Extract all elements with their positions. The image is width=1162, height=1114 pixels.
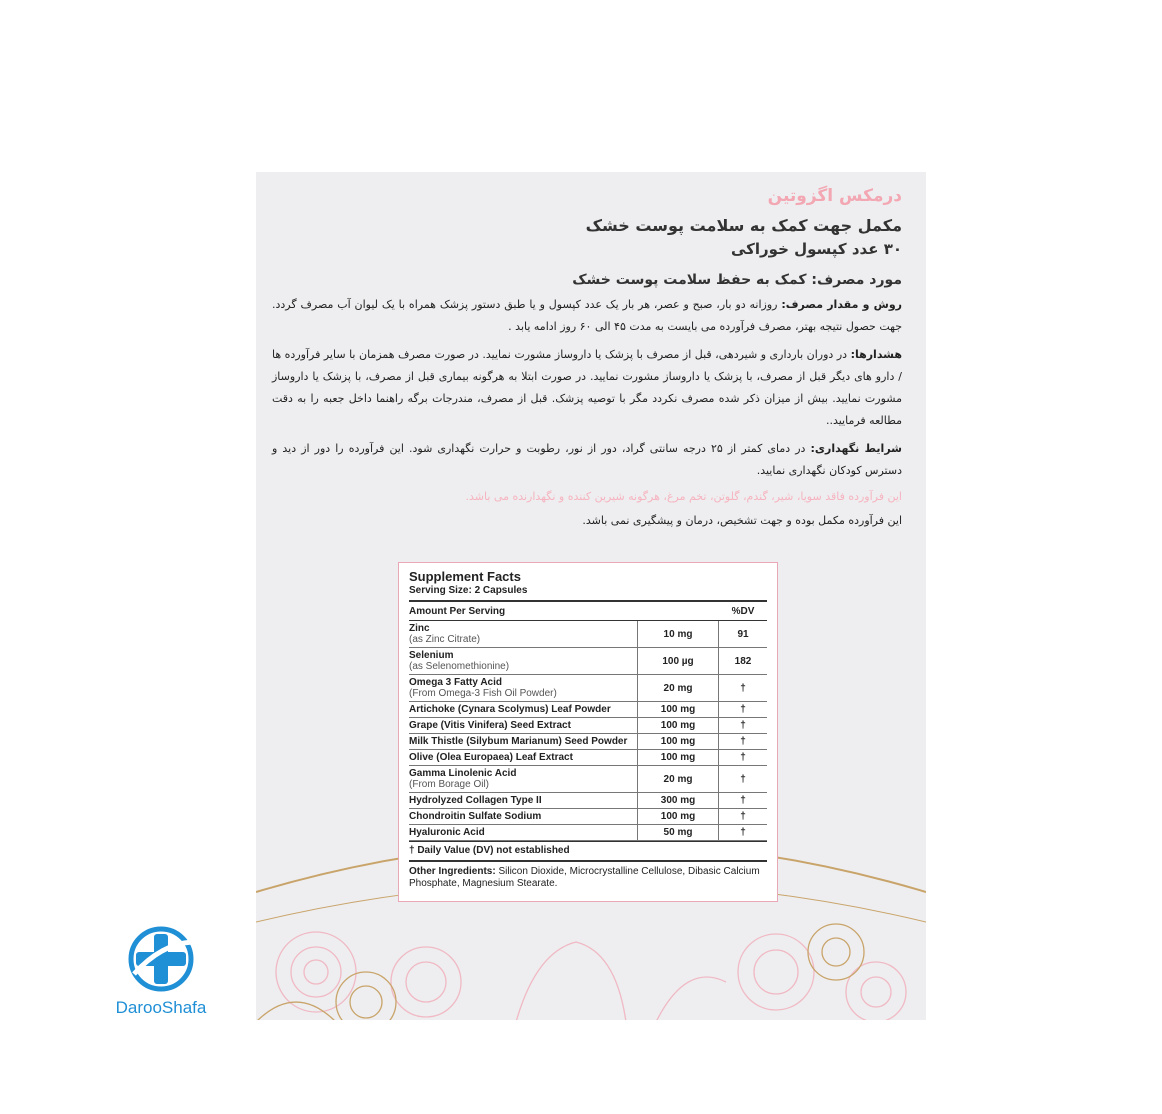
dosage-text: روزانه دو بار، صبح و عصر، هر بار یک عدد کپسول و یا طبق دستور پزشک همراه با یک لیوان آب مصرف گردد. جهت حصول نتیجه بهتر، مصرف فرآورده می بایست به مدت ۴۵ الی ۶۰ روز ادامه یابد .	[272, 298, 902, 333]
storage-text: در دمای کمتر از ۲۵ درجه سانتی گراد، دور از نور، رطوبت و حرارت نگهداری شود. این فرآورده را دور از دید و دسترس کودکان نگهداری نمایید.	[272, 442, 902, 477]
facts-row: Selenium (as Selenomethionine) 100 µg 182	[409, 648, 767, 675]
dosage-label: روش و مقدار مصرف:	[781, 298, 902, 311]
product-headline: مکمل جهت کمک به سلامت پوست خشک	[585, 216, 902, 235]
facts-rows	[409, 621, 767, 841]
facts-row: Olive (Olea Europaea) Leaf Extract 100 mg †	[409, 750, 767, 766]
usage-line: مورد مصرف: کمک به حفظ سلامت پوست خشک	[572, 272, 902, 288]
logo-text: DarooShafa	[115, 998, 207, 1017]
medical-cross-logo-icon	[116, 924, 206, 994]
facts-row: Zinc (as Zinc Citrate) 10 mg 91	[409, 621, 767, 648]
other-ingredients	[409, 866, 767, 890]
warnings-label: هشدارها:	[850, 348, 902, 361]
facts-row: Chondroitin Sulfate Sodium 100 mg †	[409, 809, 767, 825]
daroo-shafa-logo	[116, 924, 206, 1024]
product-box-back	[256, 172, 926, 1020]
facts-title: Supplement Facts	[409, 569, 521, 584]
capsule-count: ۳۰ عدد کپسول خوراکی	[730, 240, 902, 258]
facts-row: Gamma Linolenic Acid (From Borage Oil) 20 mg †	[409, 766, 767, 793]
allergen-note: این فرآورده فاقد سویا، شیر، گندم، گلوتن، تخم مرغ، هرگونه شیرین کننده و نگهدارنده می باشد.	[465, 490, 902, 503]
dosage-paragraph	[272, 294, 902, 338]
disclaimer: این فرآورده مکمل بوده و جهت تشخیص، درمان و پیشگیری نمی باشد.	[582, 514, 902, 527]
facts-row: Artichoke (Cynara Scolymus) Leaf Powder 100 mg †	[409, 702, 767, 718]
serving-size: Serving Size: 2 Capsules	[409, 585, 767, 602]
facts-row: Hydrolyzed Collagen Type II 300 mg †	[409, 793, 767, 809]
facts-row: Hyaluronic Acid 50 mg †	[409, 825, 767, 841]
amount-per-serving-header: Amount Per Serving	[409, 605, 506, 617]
supplement-facts-panel	[398, 562, 778, 902]
storage-paragraph	[272, 438, 902, 482]
other-ingredients-text: Silicon Dioxide, Microcrystalline Cellulose, Dibasic Calcium Phosphate, Magnesium Stearate.	[409, 866, 760, 889]
facts-header	[409, 602, 767, 621]
dv-header: %DV	[731, 605, 755, 617]
warnings-paragraph	[272, 344, 902, 432]
other-ingredients-label: Other Ingredients:	[409, 866, 496, 877]
dv-footnote: † Daily Value (DV) not established	[409, 841, 767, 862]
facts-row: Grape (Vitis Vinifera) Seed Extract 100 mg †	[409, 718, 767, 734]
warnings-text: در دوران بارداری و شیردهی، قبل از مصرف با پزشک یا داروساز مشورت نمایید. در صورت مصرف همزمان با سایر فرآورده ها / دارو های دیگر قبل از مصرف، با پزشک یا داروساز مشورت نمایید. در صورت ابتلا به هرگونه بیماری قبل از مصرف، با پزشک یا داروساز مشورت نمایید. بیش از میزان ذکر شده مصرف نکردد مگر با توصیه پزشک. قبل از مصرف، مندرجات برگه راهنما داخل جعبه را به دقت مطالعه فرمایید..	[272, 348, 902, 427]
brand-name: درمکس اگزوتین	[767, 186, 902, 206]
facts-row: Omega 3 Fatty Acid (From Omega-3 Fish Oil Powder) 20 mg †	[409, 675, 767, 702]
storage-label: شرایط نگهداری:	[810, 442, 902, 455]
facts-row: Milk Thistle (Silybum Marianum) Seed Powder 100 mg †	[409, 734, 767, 750]
